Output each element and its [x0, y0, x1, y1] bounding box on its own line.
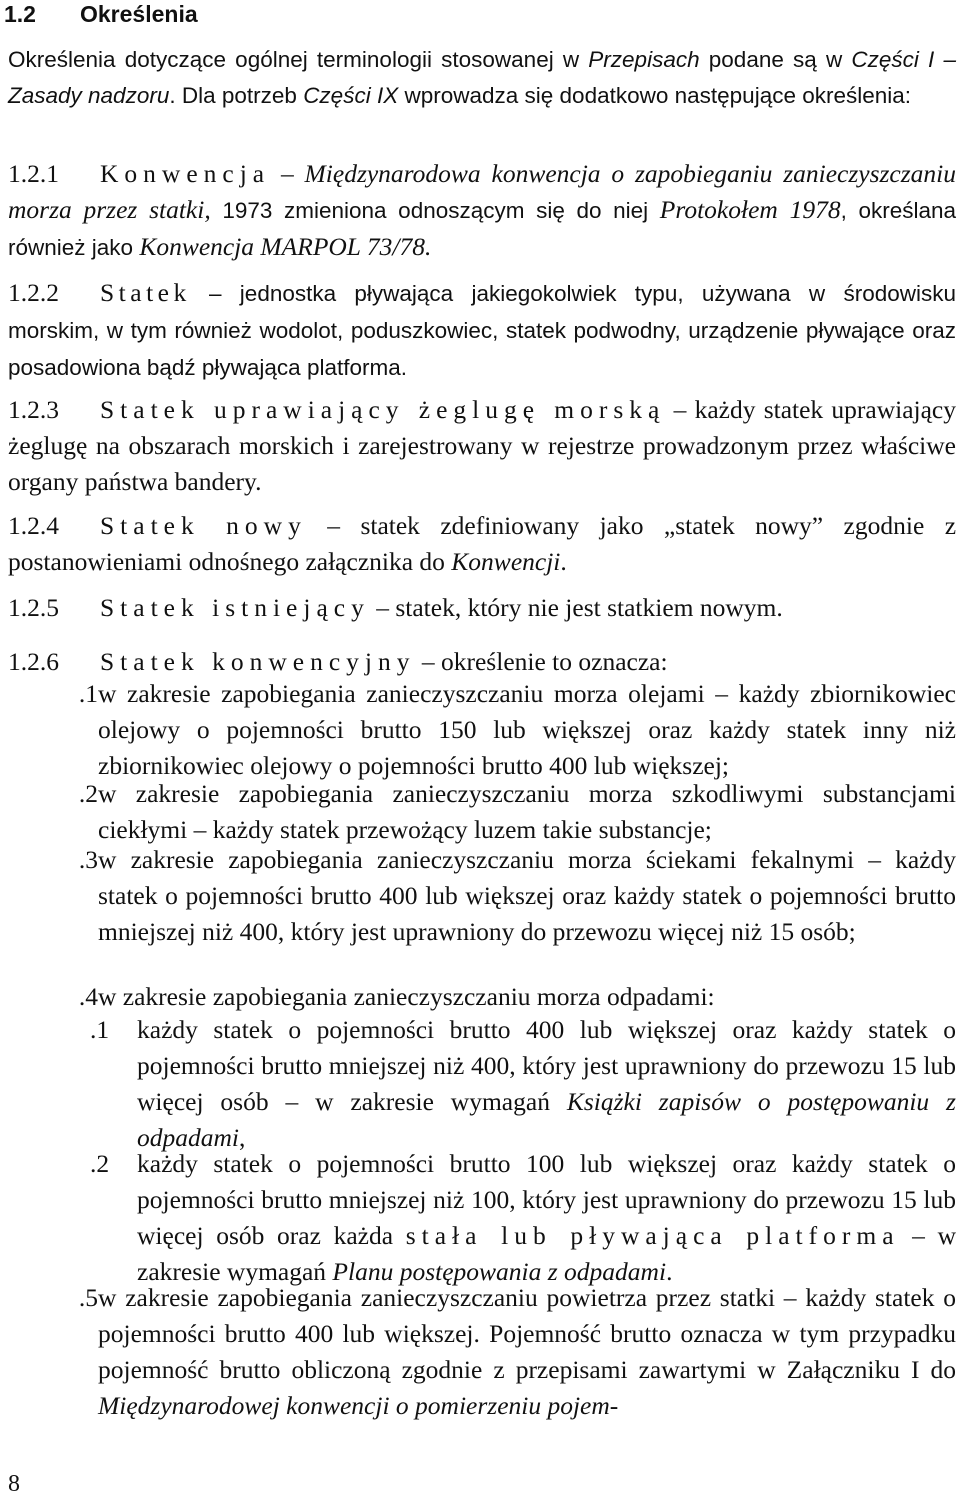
sub-item-1: .1 każdy statek o pojemności brutto 400 lub większej oraz każdy statek o pojemności brutto mniejszej niż 400, który jest uprawniony do przewozu 15 lub więcej osób – w zakresie wymagań Książki zapisów o postępowaniu z odpadami,: [90, 1015, 956, 1152]
term-statek-konwencyjny: Statek konwencyjny: [100, 647, 416, 676]
section-heading: [4, 0, 198, 30]
term-konwencja: Konwencja: [100, 159, 271, 188]
page-number: 8: [8, 1471, 20, 1497]
list-item-4: .4 w zakresie zapobiegania zanieczyszczaniu morza odpadami:: [78, 982, 715, 1011]
sub-item-2: .2 każdy statek o pojemności brutto 100 lub większej oraz każdy statek o pojemności brutto mniejszej niż 100, który jest uprawniony do przewozu 15 lub więcej osób oraz każda stała lub pływająca platforma – w zakresie wymagań Planu postępowania z odpadami.: [90, 1149, 957, 1286]
term-statek-zegluga: Statek uprawiający żeglugę morską: [100, 395, 666, 424]
list-item-1: .1 w zakresie zapobiegania zanieczyszczaniu morza olejami – każdy zbiornikowiec olejowy o pojemności brutto 150 lub większej oraz każdy statek inny niż zbiornikowiec olejowy o pojemności brutto 400 lub większej;: [78, 679, 956, 780]
list-item-2: .2 w zakresie zapobiegania zanieczyszczaniu morza szkodliwymi substancjami ciekłymi – każdy statek przewożący luzem takie substancje;: [78, 779, 956, 844]
definition-konwencja: 1.2.1 Konwencja – Międzynarodowa konwencja o zapobieganiu zanieczyszczaniu morza przez statki, 1973 zmieniona odnoszącym się do niej Protokołem 1978, określana również jako Konwencja MARPOL 73/78.: [8, 159, 957, 261]
term-statek: Statek: [100, 278, 191, 307]
definition-statek: 1.2.2 Statek – jednostka pływająca jakiegokolwiek typu, używana w środowisku morskim, w tym również wodolot, poduszkowiec, statek podwodny, urządzenie pływające oraz posadowiona bądź pływająca platforma.: [8, 278, 956, 380]
list-item-3: .3 w zakresie zapobiegania zanieczyszczaniu morza ściekami fekalnymi – każdy statek o pojemności brutto 400 lub większej oraz każdy statek o pojemności brutto mniejszej niż 400, który jest uprawniony do przewozu więcej niż 15 osób;: [78, 845, 956, 946]
term-platforma: stała lub pływająca platforma: [405, 1221, 900, 1250]
section-title: Określenia: [80, 1, 198, 27]
intro-paragraph: Określenia dotyczące ogólnej terminologii stosowanej w Przepisach podane są w Części I – Zasady nadzoru. Dla potrzeb Części IX wprowadza się dodatkowo następujące określenia:: [8, 47, 956, 108]
definition-statek-nowy: 1.2.4 Statek nowy – statek zdefiniowany jako „statek nowy” zgodnie z postanowieniami odnośnego załącznika do Konwencji.: [8, 511, 957, 576]
section-number: 1.2: [4, 1, 36, 27]
list-item-5: .5 w zakresie zapobiegania zanieczyszczaniu powietrza przez statki – każdy statek o pojemności brutto 400 lub większej. Pojemność brutto oznacza w tym przypadku pojemność brutto obliczoną zgodnie z przepisami zawartymi w Załączniku I do Międzynarodowej konwencji o pomierzeniu pojem-: [78, 1283, 956, 1420]
term-statek-istniejacy: Statek istniejący: [100, 593, 370, 622]
definition-statek-konwencyjny: 1.2.6 Statek konwencyjny – określenie to oznacza:: [8, 647, 668, 676]
definition-statek-istniejacy: 1.2.5 Statek istniejący – statek, który nie jest statkiem nowym.: [8, 593, 783, 622]
definition-statek-zegluga: 1.2.3 Statek uprawiający żeglugę morską – każdy statek uprawiający żeglugę na obszarach morskich i zarejestrowany w rejestrze prowadzonym przez właściwe organy państwa bandery.: [8, 395, 956, 496]
term-statek-nowy: Statek nowy: [100, 511, 307, 540]
